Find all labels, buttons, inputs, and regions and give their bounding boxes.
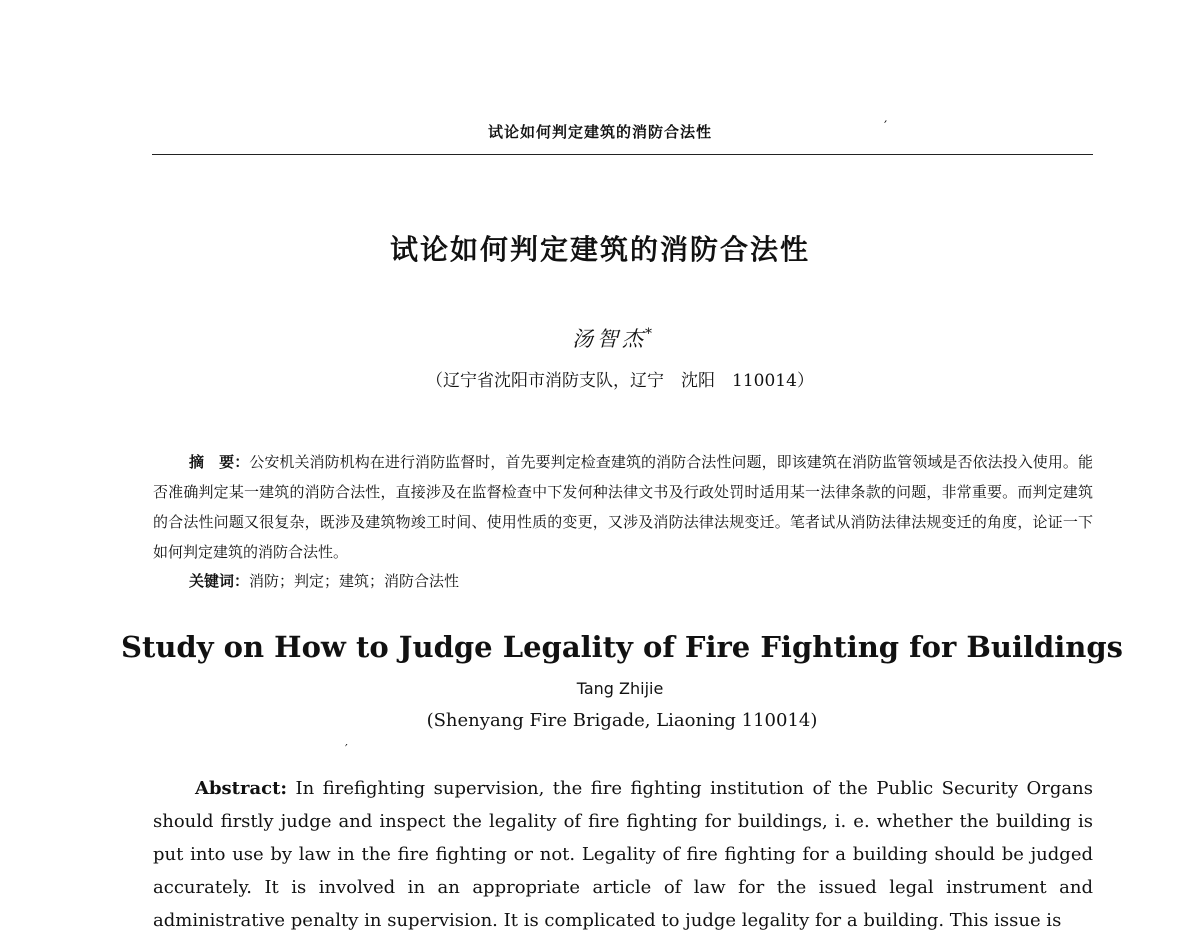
chinese-author — [572, 323, 656, 353]
english-abstract-text: In firefighting supervision, the fire fighting institution of the Public Security Organs should firstly judge and inspect the legality of fire fighting for buildings, i. e. whether the building is put into use by law in the fire fighting or not. Legality of fire fighting for a building should be judged accurately. It is involved in an appropriate article of law for the issued legal instrument and administrative penalty in supervision. It is complicated to judge legality for a building. This issue is — [153, 778, 1093, 931]
chinese-abstract-label: 摘 要： — [189, 453, 250, 471]
chinese-title: 试论如何判定建筑的消防合法性 — [389, 233, 810, 266]
chinese-abstract-text: 公安机关消防机构在进行消防监督时，首先要判定检查建筑的消防合法性问题，即该建筑在消防监管领域是否依法投入使用。能否准确判定某一建筑的消防合法性，直接涉及在监督检查中下发何种法律文书及行政处罚时适用某一法律条款的问题，非常重要。而判定建筑的合法性问题又很复杂，既涉及建筑物竣工时间、使用性质的变更，又涉及消防法律法规变迁。笔者试从消防法律法规变迁的角度，论证一下如何判定建筑的消防合法性。 — [153, 453, 1093, 561]
chinese-author-name: 汤智杰 — [572, 327, 647, 351]
english-affiliation: (Shenyang Fire Brigade, Liaoning 110014) — [426, 710, 818, 731]
chinese-author-mark: * — [645, 326, 656, 342]
chinese-affiliation: （辽宁省沈阳市消防支队，辽宁 沈阳 110014） — [426, 371, 814, 391]
chinese-keywords-label: 关键词： — [189, 572, 250, 590]
running-head: 试论如何判定建筑的消防合法性 — [487, 123, 712, 141]
stray-mark: ′ — [345, 742, 348, 756]
chinese-abstract — [153, 447, 1093, 567]
english-abstract-label: Abstract: — [195, 778, 288, 799]
english-abstract — [153, 772, 1093, 937]
english-title: Study on How to Judge Legality of Fire Fighting for Buildings — [121, 630, 1123, 664]
running-head-mark: ′ — [884, 119, 888, 135]
english-author: Tang Zhijie — [576, 679, 664, 698]
chinese-keywords-text: 消防；判定；建筑；消防合法性 — [249, 572, 460, 590]
chinese-keywords — [189, 567, 459, 595]
header-rule — [152, 154, 1093, 155]
